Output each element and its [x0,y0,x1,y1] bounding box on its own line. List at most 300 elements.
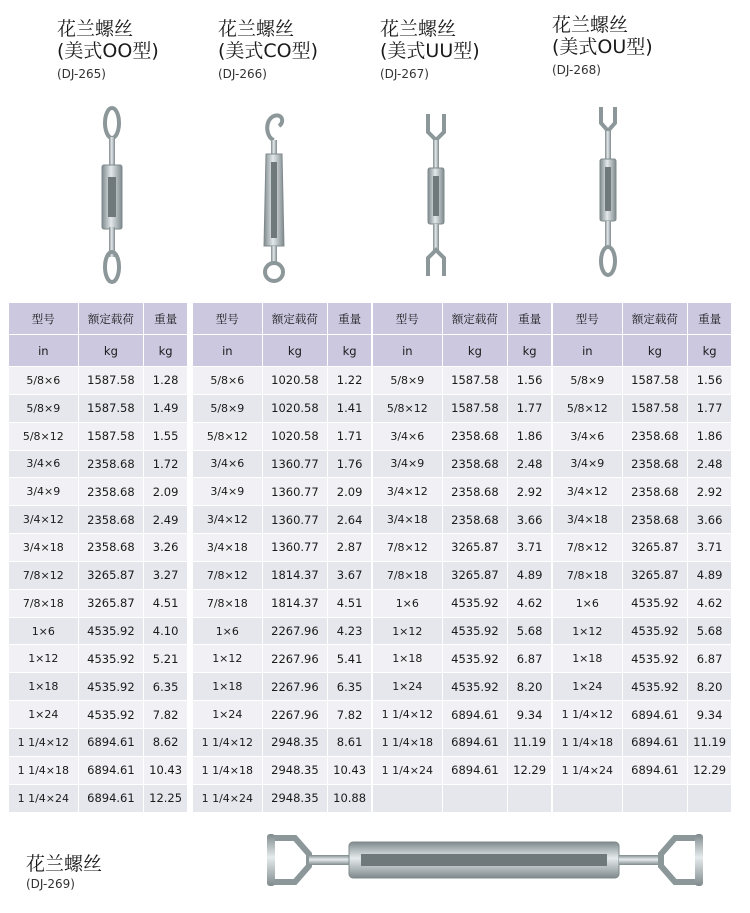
cell-model: 3/4×12 [553,478,623,506]
cell-weight: 11.19 [508,728,552,756]
cell-load: 1814.37 [262,561,328,589]
header-weight: 重量 [688,303,732,335]
cell-weight: 2.48 [688,450,732,478]
cell-weight: 4.51 [144,589,188,617]
header-weight: 重量 [328,303,372,335]
cell-weight: 6.35 [328,673,372,701]
cell-model: 5/8×9 [373,367,443,395]
product-name: 花兰螺丝 [57,18,134,40]
cell-model: 5/8×6 [9,367,79,395]
product-code: (DJ-267) [380,67,429,81]
table-row [193,367,372,395]
cell-weight: 3.26 [144,534,188,562]
cell-weight: 11.19 [688,728,732,756]
cell-load: 6894.61 [442,701,508,729]
cell-load: 4535.92 [442,673,508,701]
cell-model: 1×24 [9,701,79,729]
turnbuckle-ou-image [586,103,630,278]
cell-load: 6894.61 [622,728,688,756]
table-row [553,673,732,701]
cell-load: 2267.96 [262,701,328,729]
cell-model: 3/4×6 [9,450,79,478]
cell-model: 7/8×18 [553,561,623,589]
cell-weight: 1.56 [508,367,552,395]
spec-tables [8,302,742,822]
cell-model: 1×12 [553,617,623,645]
cell-weight: 6.35 [144,673,188,701]
cell-weight [688,784,732,812]
cell-weight: 5.41 [328,645,372,673]
cell-load [622,784,688,812]
cell-model: 5/8×12 [9,422,79,450]
unit-load: kg [78,335,144,367]
cell-weight: 10.43 [328,756,372,784]
cell-load: 2358.68 [78,506,144,534]
unit-load: kg [442,335,508,367]
cell-model: 5/8×6 [193,367,263,395]
cell-weight: 2.49 [144,506,188,534]
cell-load: 3265.87 [442,561,508,589]
cell-weight: 3.66 [508,506,552,534]
cell-weight: 12.25 [144,784,188,812]
cell-load: 2358.68 [442,450,508,478]
cell-weight [508,784,552,812]
cell-load: 4535.92 [442,617,508,645]
table-row [553,506,732,534]
cell-load: 6894.61 [442,756,508,784]
product-type: (美式UU型) [380,40,480,62]
cell-model: 3/4×6 [373,422,443,450]
header-load: 额定载荷 [262,303,328,335]
cell-load: 2267.96 [262,673,328,701]
product-dj265 [57,18,237,83]
table-row [553,394,732,422]
cell-load: 2358.68 [78,478,144,506]
cell-model: 3/4×18 [9,534,79,562]
cell-load: 6894.61 [442,728,508,756]
cell-model: 1 1/4×12 [553,701,623,729]
cell-load: 4535.92 [622,617,688,645]
cell-model: 3/4×18 [193,534,263,562]
cell-weight: 1.49 [144,394,188,422]
cell-model: 1×12 [193,645,263,673]
cell-load: 6894.61 [78,756,144,784]
cell-weight: 2.87 [328,534,372,562]
cell-weight: 1.76 [328,450,372,478]
cell-load: 4535.92 [78,701,144,729]
table-row [193,450,372,478]
cell-load: 4535.92 [78,617,144,645]
cell-model: 1×18 [553,645,623,673]
cell-model: 3/4×12 [9,506,79,534]
table-row [553,756,732,784]
cell-weight: 5.68 [508,617,552,645]
cell-weight: 5.68 [688,617,732,645]
cell-weight: 3.27 [144,561,188,589]
cell-load: 3265.87 [78,589,144,617]
unit-load: kg [622,335,688,367]
table-row [193,784,372,812]
table-row [553,784,732,812]
spec-table-dj266 [192,302,372,813]
cell-model: 1×18 [373,645,443,673]
table-row [9,617,188,645]
cell-weight: 6.87 [508,645,552,673]
product-code: (DJ-266) [218,67,267,81]
cell-weight: 8.20 [688,673,732,701]
cell-weight: 1.86 [688,422,732,450]
unit-weight: kg [688,335,732,367]
cell-weight: 8.61 [328,728,372,756]
table-row [193,645,372,673]
cell-model: 3/4×12 [193,506,263,534]
table-row [553,589,732,617]
product-dj269 [26,853,102,893]
cell-model: 7/8×18 [9,589,79,617]
cell-load: 2358.68 [442,506,508,534]
table-row [553,422,732,450]
table-row [553,478,732,506]
cell-load: 1360.77 [262,450,328,478]
cell-model: 3/4×9 [553,450,623,478]
cell-load: 1360.77 [262,534,328,562]
cell-load: 4535.92 [622,645,688,673]
unit-load: kg [262,335,328,367]
header-model: 型号 [193,303,263,335]
cell-weight: 4.23 [328,617,372,645]
cell-weight: 7.82 [328,701,372,729]
unit-model: in [9,335,79,367]
cell-weight: 1.71 [328,422,372,450]
cell-load: 2358.68 [622,450,688,478]
cell-load: 1360.77 [262,506,328,534]
cell-weight: 10.88 [328,784,372,812]
cell-load: 1587.58 [622,394,688,422]
cell-load: 4535.92 [442,589,508,617]
cell-load: 1814.37 [262,589,328,617]
product-dj267 [380,18,560,83]
cell-weight: 4.62 [508,589,552,617]
table-row [373,784,552,812]
table-row [193,506,372,534]
product-code: (DJ-269) [26,877,75,891]
cell-weight: 4.51 [328,589,372,617]
table-row [553,561,732,589]
cell-model: 1 1/4×18 [373,728,443,756]
cell-model: 1 1/4×18 [193,756,263,784]
cell-load [442,784,508,812]
cell-load: 6894.61 [622,701,688,729]
cell-model: 7/8×12 [193,561,263,589]
table-row [553,534,732,562]
cell-weight: 6.87 [688,645,732,673]
cell-model: 1 1/4×24 [373,756,443,784]
header-weight: 重量 [144,303,188,335]
cell-weight: 2.92 [508,478,552,506]
table-row [193,728,372,756]
table-row [9,534,188,562]
cell-model: 1 1/4×24 [9,784,79,812]
product-code: (DJ-265) [57,67,106,81]
cell-model: 3/4×18 [373,506,443,534]
cell-load: 2358.68 [78,534,144,562]
cell-load: 3265.87 [622,561,688,589]
table-row [553,617,732,645]
cell-load: 3265.87 [622,534,688,562]
table-row [373,645,552,673]
cell-load: 1587.58 [442,367,508,395]
table-row [373,478,552,506]
cell-model: 1 1/4×12 [373,701,443,729]
cell-load: 2948.35 [262,784,328,812]
cell-load: 6894.61 [622,756,688,784]
cell-model: 1×24 [553,673,623,701]
unit-model: in [373,335,443,367]
cell-model: 1×6 [193,617,263,645]
unit-weight: kg [508,335,552,367]
turnbuckle-oo-image [90,105,134,285]
header-model: 型号 [373,303,443,335]
table-row [193,617,372,645]
table-row [193,589,372,617]
header-model: 型号 [9,303,79,335]
cell-model: 1×6 [9,617,79,645]
table-row [9,784,188,812]
table-row [373,589,552,617]
cell-load: 4535.92 [78,673,144,701]
cell-weight: 3.71 [688,534,732,562]
cell-model: 3/4×9 [9,478,79,506]
cell-weight: 2.09 [144,478,188,506]
cell-load: 1020.58 [262,367,328,395]
cell-load: 4535.92 [622,673,688,701]
cell-load: 3265.87 [442,534,508,562]
cell-model: 5/8×12 [373,394,443,422]
header-model: 型号 [553,303,623,335]
table-row [373,394,552,422]
cell-weight: 2.64 [328,506,372,534]
cell-model [373,784,443,812]
cell-weight: 2.09 [328,478,372,506]
cell-model: 5/8×12 [193,422,263,450]
cell-model: 1×6 [553,589,623,617]
table-row [373,617,552,645]
cell-weight: 12.29 [508,756,552,784]
cell-model: 3/4×12 [373,478,443,506]
cell-load: 2358.68 [78,450,144,478]
turnbuckle-uu-image [414,110,458,280]
product-dj266 [218,18,398,83]
cell-load: 2358.68 [442,422,508,450]
spec-table-dj268 [552,302,732,813]
cell-model: 1 1/4×12 [193,728,263,756]
cell-load: 2358.68 [622,506,688,534]
product-type: (美式OU型) [552,36,653,58]
table-row [9,422,188,450]
cell-model: 5/8×9 [193,394,263,422]
table-row [9,506,188,534]
cell-weight: 2.48 [508,450,552,478]
cell-load: 3265.87 [78,561,144,589]
cell-load: 2267.96 [262,645,328,673]
cell-weight: 4.89 [688,561,732,589]
header-load: 额定载荷 [78,303,144,335]
cell-weight: 7.82 [144,701,188,729]
cell-weight: 3.67 [328,561,372,589]
header-weight: 重量 [508,303,552,335]
cell-weight: 8.62 [144,728,188,756]
product-dj268 [552,14,732,79]
spec-table-dj265 [8,302,188,813]
cell-model: 3/4×18 [553,506,623,534]
table-row [193,422,372,450]
cell-weight: 4.62 [688,589,732,617]
cell-load: 6894.61 [78,728,144,756]
product-name: 花兰螺丝 [552,14,629,36]
table-row [373,756,552,784]
cell-weight: 1.55 [144,422,188,450]
cell-load: 4535.92 [78,645,144,673]
table-row [553,701,732,729]
table-row [373,367,552,395]
unit-model: in [553,335,623,367]
cell-load: 1360.77 [262,478,328,506]
cell-weight: 1.72 [144,450,188,478]
cell-weight: 1.77 [688,394,732,422]
cell-weight: 2.92 [688,478,732,506]
header-load: 额定载荷 [622,303,688,335]
table-row [553,728,732,756]
cell-model: 1 1/4×18 [9,756,79,784]
spec-table-dj267 [372,302,552,813]
cell-model: 1×6 [373,589,443,617]
cell-weight: 8.20 [508,673,552,701]
cell-model [553,784,623,812]
cell-weight: 1.28 [144,367,188,395]
cell-load: 2358.68 [622,478,688,506]
table-row [193,673,372,701]
cell-model: 3/4×6 [193,450,263,478]
product-code: (DJ-268) [552,63,601,77]
table-row [193,534,372,562]
cell-model: 7/8×18 [373,561,443,589]
table-row [9,645,188,673]
cell-weight: 1.86 [508,422,552,450]
cell-weight: 4.10 [144,617,188,645]
header-load: 额定载荷 [442,303,508,335]
cell-weight: 12.29 [688,756,732,784]
cell-load: 4535.92 [622,589,688,617]
cell-model: 3/4×9 [193,478,263,506]
table-row [9,394,188,422]
cell-model: 1 1/4×24 [553,756,623,784]
cell-weight: 10.43 [144,756,188,784]
table-row [9,561,188,589]
cell-model: 1×12 [9,645,79,673]
cell-weight: 5.21 [144,645,188,673]
cell-model: 5/8×9 [9,394,79,422]
cell-model: 5/8×9 [553,367,623,395]
table-row [553,450,732,478]
cell-weight: 1.22 [328,367,372,395]
table-row [9,756,188,784]
cell-load: 2358.68 [442,478,508,506]
cell-load: 1587.58 [622,367,688,395]
unit-model: in [193,335,263,367]
cell-model: 1×18 [193,673,263,701]
cell-model: 1×18 [9,673,79,701]
cell-model: 1 1/4×18 [553,728,623,756]
table-row [373,701,552,729]
table-row [9,589,188,617]
cell-weight: 1.56 [688,367,732,395]
table-row [373,422,552,450]
table-row [373,728,552,756]
table-row [373,561,552,589]
cell-model: 7/8×12 [373,534,443,562]
cell-model: 1 1/4×24 [193,784,263,812]
table-row [373,506,552,534]
cell-load: 2267.96 [262,617,328,645]
cell-load: 1587.58 [78,422,144,450]
table-row [373,673,552,701]
table-row [9,450,188,478]
cell-load: 1587.58 [442,394,508,422]
unit-weight: kg [144,335,188,367]
product-type: (美式OO型) [57,40,159,62]
cell-weight: 4.89 [508,561,552,589]
table-row [193,478,372,506]
cell-model: 3/4×6 [553,422,623,450]
product-type: (美式CO型) [218,40,319,62]
product-name: 花兰螺丝 [26,853,103,875]
cell-load: 1020.58 [262,394,328,422]
cell-weight: 3.71 [508,534,552,562]
cell-load: 2358.68 [622,422,688,450]
cell-model: 7/8×12 [9,561,79,589]
table-row [553,367,732,395]
product-name: 花兰螺丝 [380,18,457,40]
table-row [373,534,552,562]
turnbuckle-jaw-jaw-image [265,828,705,892]
cell-model: 7/8×18 [193,589,263,617]
cell-load: 1020.58 [262,422,328,450]
table-row [193,701,372,729]
cell-model: 1 1/4×12 [9,728,79,756]
cell-weight: 9.34 [688,701,732,729]
cell-model: 1×12 [373,617,443,645]
cell-weight: 1.41 [328,394,372,422]
table-row [9,673,188,701]
cell-model: 3/4×9 [373,450,443,478]
table-row [9,701,188,729]
table-row [9,478,188,506]
turnbuckle-co-image [252,110,296,285]
table-row [193,756,372,784]
cell-load: 4535.92 [442,645,508,673]
product-name: 花兰螺丝 [218,18,295,40]
cell-load: 1587.58 [78,367,144,395]
table-row [373,450,552,478]
table-row [193,394,372,422]
cell-load: 6894.61 [78,784,144,812]
table-row [553,645,732,673]
cell-model: 5/8×12 [553,394,623,422]
cell-load: 1587.58 [78,394,144,422]
table-row [9,728,188,756]
cell-weight: 3.66 [688,506,732,534]
cell-weight: 1.77 [508,394,552,422]
